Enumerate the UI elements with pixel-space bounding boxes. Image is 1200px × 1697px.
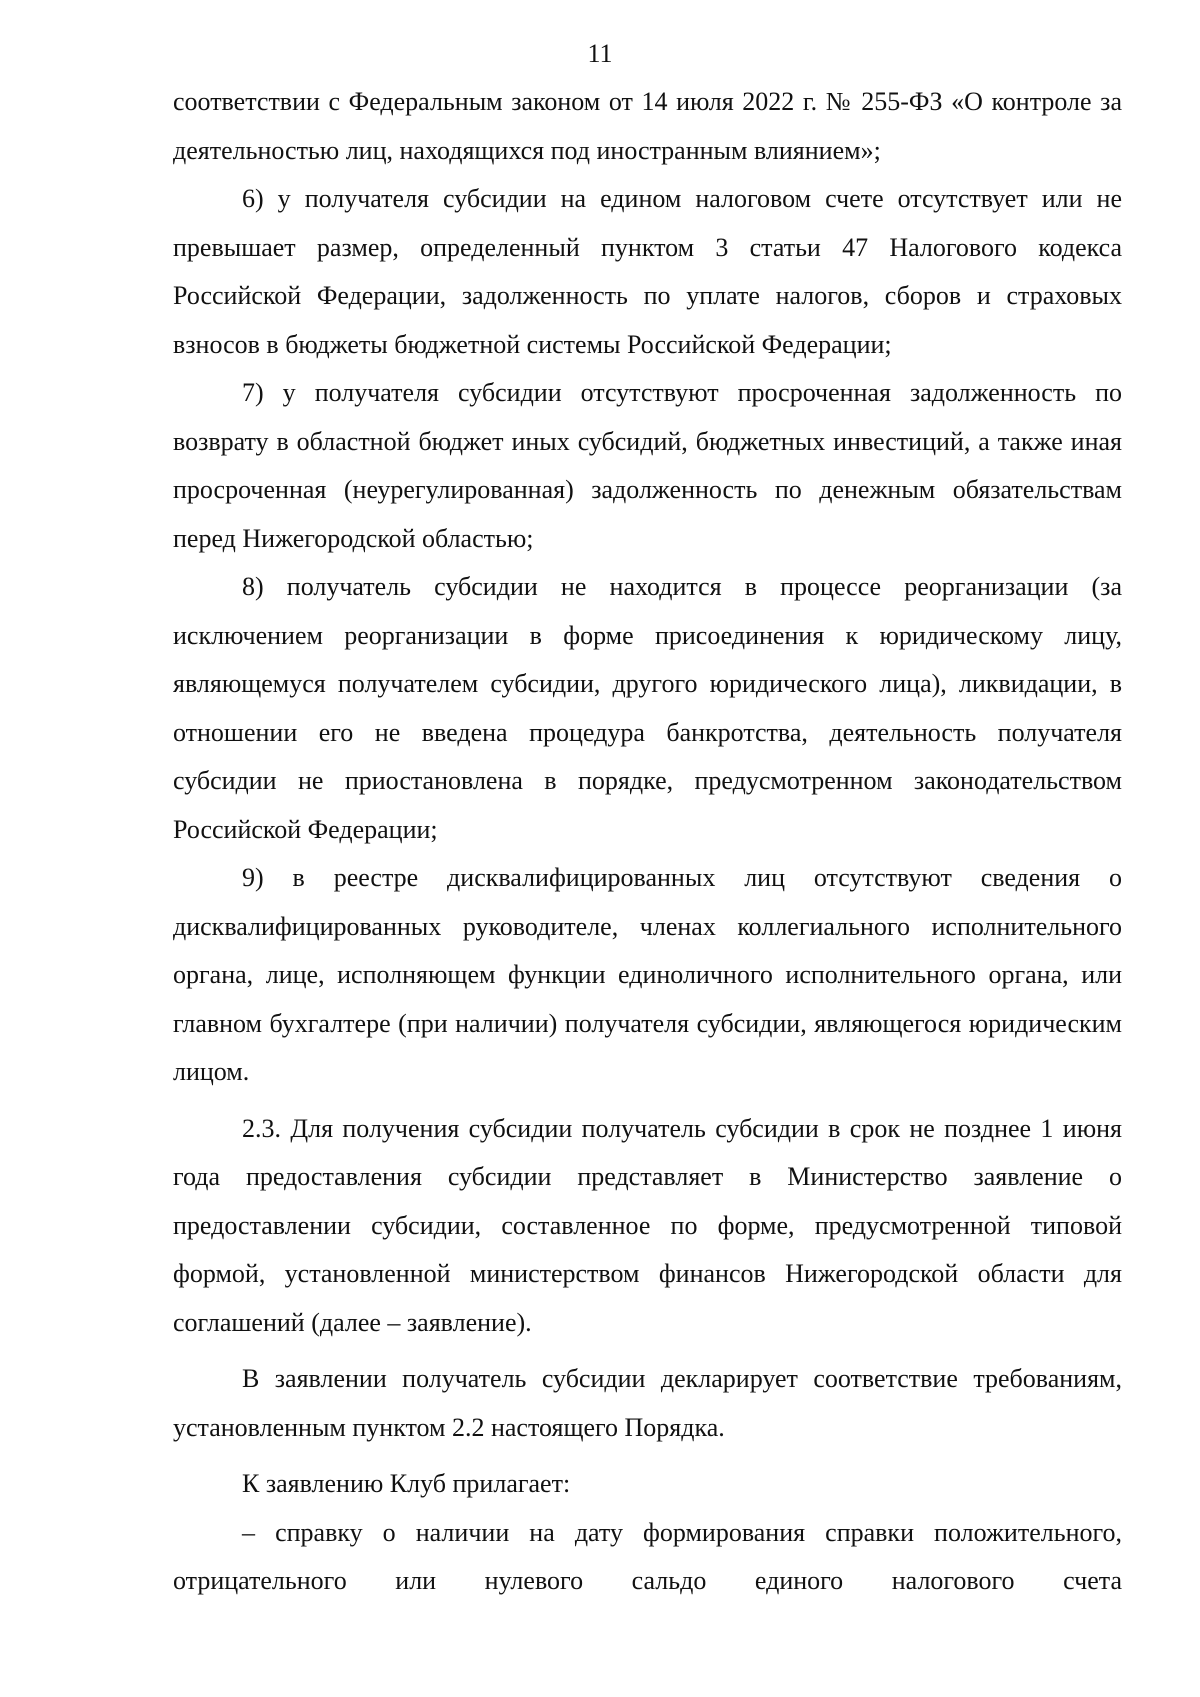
paragraph-item-8: 8) получатель субсидии не находится в процессе реорганизации (за исключением реорганизации в форме присоединения к юридическому лицу, являющемуся получателем субсидии, другого юридического лица), ликвидации, в отношении его не введена процедура банкротства, деятельность получателя субсидии не приостановлена в порядке, предусмотренном законодательством Российской Федерации; <box>173 572 1122 844</box>
paragraph-attachment-item: – справку о наличии на дату формирования справки положительного, отрицательного или нулевого сальдо единого налогового счета <box>173 1517 1122 1595</box>
document-body <box>173 78 1122 1606</box>
paragraph-attachments-intro: К заявлению Клуб прилагает: <box>242 1469 571 1498</box>
paragraph-item-9: 9) в реестре дисквалифицированных лиц отсутствуют сведения о дисквалифицированных руководителе, членах коллегиального исполнительного органа, лице, исполняющем функции единоличного исполнительного органа, или главном бухгалтере (при наличии) получателя субсидии, являющегося юридическим лицом. <box>173 863 1122 1086</box>
paragraph-item-6: 6) у получателя субсидии на едином налоговом счете отсутствует или не превышает размер, определенный пунктом 3 статьи 47 Налогового кодекса Российской Федерации, задолженность по уплате налогов, сборов и страховых взносов в бюджеты бюджетной системы Российской Федерации; <box>173 184 1122 359</box>
paragraph-item-7: 7) у получателя субсидии отсутствуют просроченная задолженность по возврату в областной бюджет иных субсидий, бюджетных инвестиций, а также иная просроченная (неурегулированная) задолженность по денежным обязательствам перед Нижегородской областью; <box>173 378 1122 553</box>
page-number: 11 <box>587 39 613 68</box>
paragraph-declaration: В заявлении получатель субсидии декларирует соответствие требованиям, установленным пунктом 2.2 настоящего Порядка. <box>173 1364 1122 1442</box>
paragraph-section-2-3: 2.3. Для получения субсидии получатель субсидии в срок не позднее 1 июня года предоставления субсидии представляет в Министерство заявление о предоставлении субсидии, составленное по форме, предусмотренной типовой формой, установленной министерством финансов Нижегородской области для соглашений (далее – заявление). <box>173 1113 1122 1337</box>
paragraph-continuation: соответствии с Федеральным законом от 14 июля 2022 г. № 255-ФЗ «О контроле за деятельностью лиц, находящихся под иностранным влиянием»; <box>173 87 1122 165</box>
